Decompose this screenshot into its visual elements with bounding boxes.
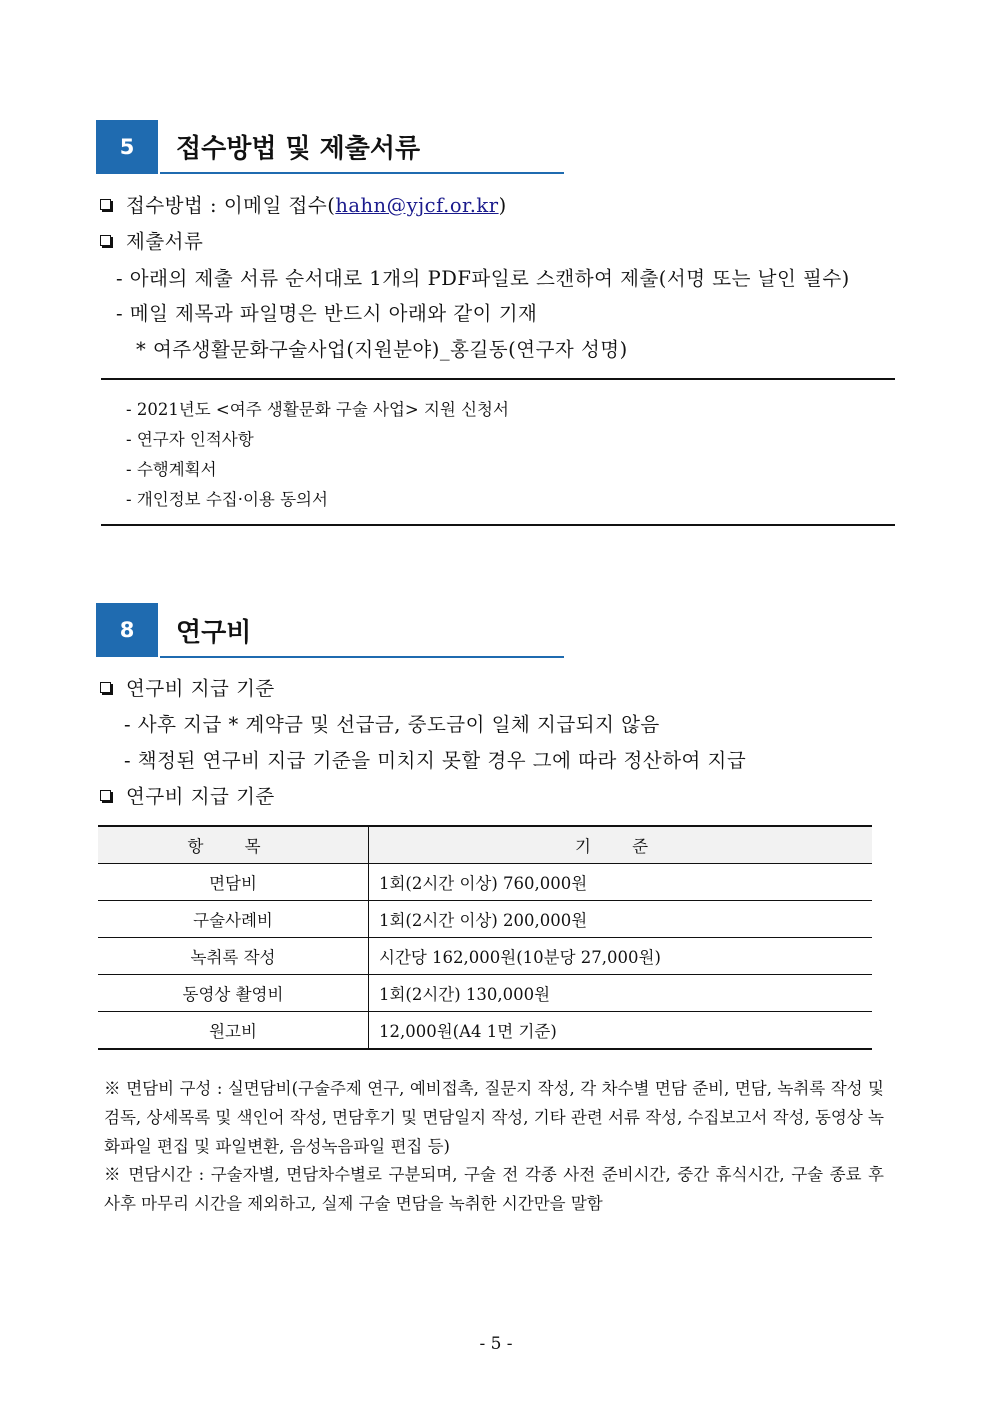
checkbox-bullet-icon xyxy=(100,790,111,801)
table-cell-criteria: 1회(2시간 이상) 200,000원 xyxy=(369,901,873,938)
payment-rule: - 책정된 연구비 지급 기준을 미치지 못할 경우 그에 따라 정산하여 지급 xyxy=(124,749,747,772)
documents-heading xyxy=(100,226,203,254)
criteria-heading xyxy=(100,673,275,701)
instruction-line: - 메일 제목과 파일명은 반드시 아래와 같이 기재 xyxy=(116,302,538,325)
note-interview-time: ※ 면담시간 : 구술자별, 면담차수별로 구분되며, 구술 전 각종 사전 준비시간, 중간 휴식시간, 구술 종료 후 사후 마무리 시간을 제외하고, 실제 구술 면담을 녹취한 시간만을 말함 xyxy=(104,1165,884,1213)
divider xyxy=(101,524,895,526)
table-cell-criteria: 1회(2시간) 130,000원 xyxy=(369,975,873,1012)
column-header-criteria: 기 준 xyxy=(369,826,873,864)
section-title: 연구비 xyxy=(176,618,252,648)
document-item: - 연구자 인적사항 xyxy=(126,430,254,449)
table-cell-item: 구술사례비 xyxy=(98,901,369,938)
table-cell-item: 녹취록 작성 xyxy=(98,938,369,975)
table-cell-criteria: 12,000원(A4 1면 기준) xyxy=(369,1012,873,1050)
instruction-line: - 아래의 제출 서류 순서대로 1개의 PDF파일로 스캔하여 제출(서명 또는 날인 필수) xyxy=(116,267,850,290)
instruction-line: * 여주생활문화구술사업(지원분야)_홍길동(연구자 성명) xyxy=(136,338,628,361)
checkbox-bullet-icon xyxy=(100,682,111,693)
table-cell-item: 원고비 xyxy=(98,1012,369,1050)
research-fee-table xyxy=(98,825,872,1050)
criteria-heading xyxy=(100,781,275,809)
table-row xyxy=(98,938,872,975)
note-interview-fee: ※ 면담비 구성 : 실면담비(구술주제 연구, 예비접촉, 질문지 작성, 각 차수별 면담 준비, 면담, 녹취록 작성 및 검독, 상세목록 및 색인어 작성, 면담후기 및 면담일지 작성, 기타 관련 서류 작성, 수집보고서 작성, 동영상 녹화파일 편집 및 파일변환, 음성녹음파일 편집 등) xyxy=(104,1079,884,1156)
table-header-row xyxy=(98,826,872,864)
criteria-heading-text: 연구비 지급 기준 xyxy=(126,785,275,808)
table-cell-item: 면담비 xyxy=(98,864,369,901)
document-item: - 수행계획서 xyxy=(126,460,217,479)
column-header-item: 항 목 xyxy=(98,826,369,864)
checkbox-bullet-icon xyxy=(100,199,111,210)
payment-rule: - 사후 지급 * 계약금 및 선급금, 중도금이 일체 지급되지 않음 xyxy=(124,713,660,736)
email-link[interactable]: hahn@yjcf.or.kr xyxy=(335,194,499,217)
section-number-badge: 8 xyxy=(96,603,158,657)
divider xyxy=(101,378,895,380)
documents-heading-text: 제출서류 xyxy=(126,230,204,253)
table-row xyxy=(98,901,872,938)
method-text: 접수방법 : 이메일 접수( xyxy=(126,194,336,217)
submission-method xyxy=(100,190,507,218)
document-item: - 개인정보 수집·이용 동의서 xyxy=(126,490,328,509)
checkbox-bullet-icon xyxy=(100,235,111,246)
table-cell-criteria: 시간당 162,000원(10분당 27,000원) xyxy=(369,938,873,975)
section-number-badge: 5 xyxy=(96,120,158,174)
criteria-heading-text: 연구비 지급 기준 xyxy=(126,677,275,700)
section-title: 접수방법 및 제출서류 xyxy=(176,134,421,164)
table-cell-criteria: 1회(2시간 이상) 760,000원 xyxy=(369,864,873,901)
section-underline xyxy=(160,172,564,174)
section-underline xyxy=(160,656,564,658)
page-number: - 5 - xyxy=(479,1334,513,1354)
table-row xyxy=(98,864,872,901)
table-row xyxy=(98,975,872,1012)
table-row xyxy=(98,1012,872,1050)
document-item: - 2021년도 <여주 생활문화 구술 사업> 지원 신청서 xyxy=(126,400,509,419)
table-cell-item: 동영상 촬영비 xyxy=(98,975,369,1012)
method-suffix: ) xyxy=(498,194,507,217)
